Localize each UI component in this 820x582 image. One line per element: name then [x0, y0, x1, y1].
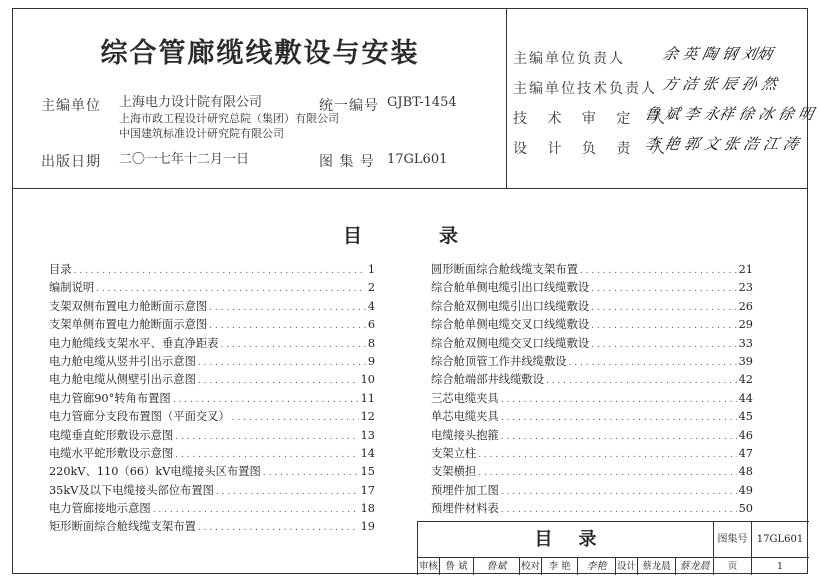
check-signature: 李艳: [578, 558, 616, 575]
toc-leader-dots: [209, 303, 366, 313]
design-name: 蔡龙晨: [638, 558, 676, 575]
toc-leader-dots: [478, 450, 736, 460]
toc-leader-dots: [591, 284, 736, 294]
toc-entry-title: 综合舱顶管工作井线缆敷设: [431, 354, 567, 368]
resp-row-tech-lead: [513, 73, 803, 103]
toc-leader-dots: [175, 432, 358, 442]
toc-entry-title: 单芯电缆夹具: [431, 410, 499, 424]
title-block-set-value: 17GL601: [756, 534, 804, 545]
toc-leader-dots: [501, 487, 737, 497]
toc-entry-title: 三芯电缆夹具: [431, 391, 499, 405]
toc-entry: [431, 353, 753, 371]
toc-entry: [49, 279, 375, 297]
toc-entry: [431, 371, 753, 389]
toc-entry: [49, 316, 375, 334]
toc-entry-title: 综合舱双侧电缆引出口线缆敷设: [431, 299, 590, 313]
toc-entry-page: 46: [738, 428, 753, 442]
toc-entry-title: 电力舱电缆从竖井引出示意图: [49, 354, 196, 368]
editor-unit-3: 中国建筑标准设计研究院有限公司: [119, 127, 284, 140]
toc-entry-page: 23: [738, 281, 753, 295]
toc-title-left: 目: [343, 225, 363, 247]
toc-leader-dots: [546, 376, 737, 386]
toc-leader-dots: [591, 340, 736, 350]
toc-entry-title: 目录: [49, 263, 72, 276]
toc-entry-title: 支架横担: [431, 465, 477, 479]
toc-entry-title: 综合舱端部井线缆敷设: [431, 373, 544, 387]
resp-row-tech-review: [513, 103, 816, 133]
editor-unit-2: 上海市政工程设计研究总院（集团）有限公司: [119, 112, 339, 125]
toc-entry: [431, 427, 753, 445]
toc-entry-title: 支架立柱: [431, 446, 477, 460]
toc-entry: [431, 390, 753, 408]
review-name: 鲁 斌: [440, 558, 474, 575]
review-signature: 鲁斌: [474, 558, 520, 575]
toc-entry-page: 9: [367, 354, 375, 368]
toc-entry-page: 6: [367, 318, 375, 332]
toc-entry-title: 圆形断面综合舱线缆支架布置: [431, 263, 578, 276]
resp-label: 设 计 负 责 人: [513, 141, 673, 157]
design-label: 设计: [616, 558, 638, 575]
toc-entry: [49, 335, 375, 353]
title-block-set-label: 图集号: [714, 522, 752, 558]
toc-entry-page: 29: [738, 318, 753, 332]
toc-leader-dots: [198, 523, 359, 533]
toc-entry-title: 预埋件材料表: [431, 502, 499, 516]
title-block: [417, 521, 809, 575]
toc-entry-page: 19: [360, 520, 375, 534]
check-name: 李 艳: [542, 558, 578, 575]
toc-leader-dots: [198, 376, 359, 386]
toc-right-column: [431, 261, 753, 518]
toc-entry-title: 矩形断面综合舱线缆支架布置: [49, 520, 196, 534]
toc-entry-page: 10: [360, 373, 375, 387]
toc-leader-dots: [263, 468, 359, 478]
editor-label: 主编单位: [41, 98, 101, 114]
toc-entry: [49, 390, 375, 408]
toc-leader-dots: [216, 487, 359, 497]
resp-row-design-lead: [513, 133, 803, 163]
toc-entry-title: 35kV及以下电缆接头部位布置图: [49, 483, 214, 497]
header: [13, 9, 816, 189]
toc-leader-dots: [591, 303, 736, 313]
date-label: 出版日期: [41, 154, 101, 170]
toc-entry-title: 综合舱双侧电缆交叉口线缆敷设: [431, 336, 590, 350]
toc-entry-title: 支架单侧布置电力舱断面示意图: [49, 318, 208, 332]
toc-entry-page: 4: [367, 299, 375, 313]
signature: 余 英 陶 钢 刘炳: [660, 45, 774, 63]
toc-leader-dots: [501, 432, 737, 442]
toc-entry-page: 15: [360, 465, 375, 479]
toc-entry-page: 21: [738, 263, 753, 276]
title-block-main-title: 目录: [418, 522, 714, 558]
toc-entry: [431, 500, 753, 518]
code-label: 统一编号: [319, 98, 379, 114]
toc-leader-dots: [501, 413, 737, 423]
toc-entry-page: 47: [738, 446, 753, 460]
toc-entry-title: 综合舱单侧电缆交叉口线缆敷设: [431, 318, 590, 332]
toc-entry-title: 电力管廊90°转角布置图: [49, 391, 171, 405]
toc-entry-title: 电力舱电缆从侧壁引出示意图: [49, 373, 196, 387]
toc-entry: [431, 279, 753, 297]
toc-entry: [49, 261, 375, 279]
toc-entry-page: 49: [738, 483, 753, 497]
resp-label: 主编单位技术负责人: [513, 81, 657, 97]
toc-entry: [431, 261, 753, 279]
toc-entry-page: 11: [360, 391, 375, 405]
toc-entry-page: 42: [738, 373, 753, 387]
title-block-signatures: [418, 558, 809, 575]
toc-entry-title: 支架双侧布置电力舱断面示意图: [49, 299, 208, 313]
page-label: 页: [714, 558, 752, 575]
design-signature: 蔡龙晨: [676, 558, 714, 575]
toc-leader-dots: [501, 505, 737, 515]
code-value: GJBT-1454: [387, 95, 457, 110]
responsibility-panel: [507, 9, 816, 188]
toc-entry-page: 14: [360, 446, 375, 460]
toc-entry-page: 13: [360, 428, 375, 442]
toc-entry: [49, 408, 375, 426]
toc-leader-dots: [153, 505, 359, 515]
title-block-top: [418, 522, 809, 558]
drawing-sheet: [12, 8, 816, 574]
toc-entry-page: 17: [360, 483, 375, 497]
toc-entry: [49, 500, 375, 518]
toc-entry: [431, 316, 753, 334]
toc-leader-dots: [591, 321, 736, 331]
toc-entry-page: 33: [738, 336, 753, 350]
date-value: 二〇一七年十二月一日: [119, 152, 250, 167]
toc-entry: [49, 371, 375, 389]
resp-row-chief-unit: [513, 43, 803, 73]
signature: 鲁 斌 李 永祥 徐 冰 徐 明: [642, 105, 816, 123]
toc-entry-page: 12: [360, 410, 375, 424]
toc-entry: [49, 482, 375, 500]
toc-entry-title: 编制说明: [49, 281, 95, 295]
toc-entry-page: 50: [738, 502, 753, 516]
page-value: 1: [776, 561, 784, 572]
toc-leader-dots: [478, 468, 736, 478]
toc-leader-dots: [74, 266, 366, 276]
toc-entry-page: 39: [738, 354, 753, 368]
toc-entry: [49, 445, 375, 463]
toc-entry: [49, 518, 375, 536]
resp-label: 技 术 审 定 人: [513, 111, 673, 127]
toc-entry-page: 1: [367, 263, 375, 276]
toc-entry: [49, 463, 375, 481]
toc-leader-dots: [198, 358, 366, 368]
review-label: 审核: [418, 558, 440, 575]
toc-entry-page: 2: [367, 281, 375, 295]
toc-entry-page: 48: [738, 465, 753, 479]
toc-leader-dots: [209, 321, 366, 331]
toc-entry-title: 电力管廊分支段布置图（平面交叉）: [49, 410, 230, 424]
check-label: 校对: [520, 558, 542, 575]
toc-entry-title: 220kV、110（66）kV电缆接头区布置图: [49, 465, 261, 479]
toc-entry-title: 电力管廊接地示意图: [49, 502, 151, 516]
toc-entry-title: 电缆垂直蛇形敷设示意图: [49, 428, 174, 442]
toc-entry: [431, 298, 753, 316]
toc-leader-dots: [220, 340, 365, 350]
toc-entry-page: 26: [738, 299, 753, 313]
toc-entry: [431, 482, 753, 500]
toc-entry-page: 44: [738, 391, 753, 405]
toc-entry-page: 8: [367, 336, 375, 350]
resp-label: 主编单位负责人: [513, 51, 625, 67]
toc-entry: [49, 353, 375, 371]
toc-entry: [431, 463, 753, 481]
toc-entry-title: 电缆接头抱箍: [431, 428, 499, 442]
toc-leader-dots: [501, 395, 737, 405]
toc-entry-page: 18: [360, 502, 375, 516]
toc-entry-page: 45: [738, 410, 753, 424]
toc-entry: [431, 335, 753, 353]
toc-leader-dots: [175, 450, 358, 460]
signature: 李 艳 郭 文 张 浩 江 涛: [642, 135, 801, 153]
toc-entry: [431, 445, 753, 463]
toc-leader-dots: [96, 284, 366, 294]
toc-entry-title: 综合舱单侧电缆引出口线缆敷设: [431, 281, 590, 295]
page-title: 综合管廊缆线敷设与安装: [100, 38, 420, 69]
toc-title-right: 录: [439, 225, 459, 247]
toc-entry-title: 电力舱缆线支架水平、垂直净距表: [49, 336, 219, 350]
toc-entry-title: 预埋件加工图: [431, 483, 499, 497]
atlas-value: 17GL601: [387, 152, 448, 167]
signature: 方 洁 张 辰 孙 然: [660, 75, 779, 93]
toc-entry: [49, 427, 375, 445]
atlas-label: 图 集 号: [319, 154, 375, 170]
toc-leader-dots: [173, 395, 359, 405]
toc-leader-dots: [580, 266, 737, 276]
editor-unit-1: 上海电力设计院有限公司: [119, 95, 263, 110]
toc-leader-dots: [569, 358, 737, 368]
toc-left-column: [49, 261, 375, 537]
toc-entry: [49, 298, 375, 316]
toc-entry: [431, 408, 753, 426]
toc-entry-title: 电缆水平蛇形敷设示意图: [49, 446, 174, 460]
header-info: [13, 9, 507, 188]
toc-leader-dots: [232, 413, 359, 423]
